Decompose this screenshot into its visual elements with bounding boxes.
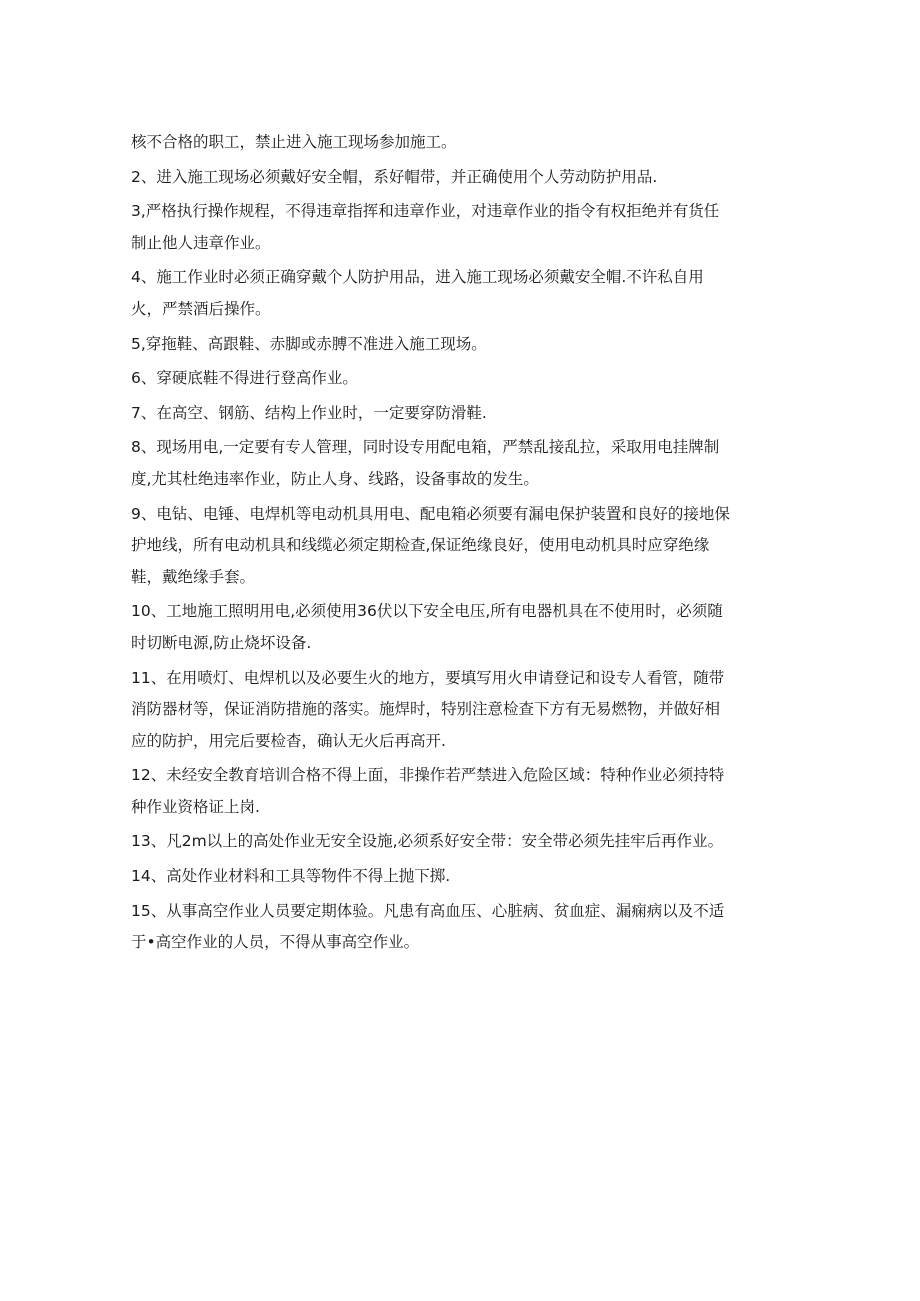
paragraph-line: 5,穿拖鞋、高跟鞋、赤脚或赤膊不准进入施工现场。 xyxy=(131,334,487,353)
paragraph-line: 8、现场用电,一定要有专人管理，同时设专用配电箱，严禁乱接乱拉，采取用电挂牌制 xyxy=(131,438,720,457)
paragraph-line: 7、在高空、钢筋、结构上作业时，一定要穿防滑鞋. xyxy=(131,403,487,422)
paragraph-8 xyxy=(131,432,780,495)
paragraph-line: 制止他人违章作业。 xyxy=(131,233,271,252)
paragraph-line: 4、施工作业时必须正确穿戴个人防护用品，进入施工现场必须戴安全帽.不许私自用 xyxy=(131,268,704,287)
paragraph-3 xyxy=(131,196,780,259)
paragraph-12 xyxy=(131,760,780,823)
paragraph-line: 核不合格的职工，禁止进入施工现场参加施工。 xyxy=(131,133,457,151)
paragraph-line: 9、电钻、电锤、电焊机等电动机具用电、配电箱必须要有漏电保护装置和良好的接地保 xyxy=(131,504,730,523)
paragraph-line: 14、高处作业材料和工具等物件不得上抛下掷. xyxy=(131,867,451,886)
paragraph-6 xyxy=(131,363,780,395)
paragraph-15 xyxy=(131,896,780,959)
paragraph-4 xyxy=(131,262,780,325)
paragraph-2 xyxy=(131,162,780,194)
paragraph-line: 种作业资格证上岗. xyxy=(131,797,260,816)
paragraph-line: 鞋，戴绝缘手套。 xyxy=(131,567,256,586)
paragraph-line: 3,严格执行操作规程，不得违章指挥和违章作业，对违章作业的指令有权拒绝并有货任 xyxy=(131,202,720,221)
paragraph-line: 10、工地施工照明用电,必须使用36伏以下安全电压,所有电器机具在不使用时，必须随 xyxy=(131,602,723,621)
paragraph-10 xyxy=(131,596,780,659)
paragraph-line: 6、穿硬底鞋不得进行登高作业。 xyxy=(131,369,358,388)
paragraph-line: 12、未经安全教育培训合格不得上面，非操作若严禁进入危险区域：特种作业必须持特 xyxy=(131,766,725,785)
paragraph-line: 2、进入施工现场必须戴好安全帽，系好帽带，并正确使用个人劳动防护用品. xyxy=(131,167,658,186)
paragraph-line: 消防器材等，保证消防措施的落实。施焊时，特别注意检查下方有无易燃物，并做好相 xyxy=(131,700,721,719)
paragraph-line: 应的防护，用完后要检杳，确认无火后再高开. xyxy=(131,731,446,750)
paragraph-14 xyxy=(131,861,780,893)
paragraph-5 xyxy=(131,329,780,361)
paragraph-11 xyxy=(131,663,780,758)
paragraph-line: 护地线，所有电动机具和线缆必须定期检查,保证绝缘良好，使用电动机具时应穿绝缘 xyxy=(131,536,710,555)
paragraph-line: 度,尤其杜绝违率作业，防止人身、线路，设备事故的发生。 xyxy=(131,469,539,488)
paragraph-line: 时切断电源,防止烧坏设备. xyxy=(131,633,312,652)
paragraph-1 xyxy=(131,127,780,159)
paragraph-line: 11、在用喷灯、电焊机以及必要生火的地方，要填写用火申请登记和设专人看管，随带 xyxy=(131,668,725,687)
paragraph-line: 火，严禁酒后操作。 xyxy=(131,299,271,318)
paragraph-9 xyxy=(131,499,780,594)
paragraph-7 xyxy=(131,398,780,430)
document-body xyxy=(131,127,780,959)
paragraph-13 xyxy=(131,826,780,858)
paragraph-line: 13、凡2m以上的高处作业无安全设施,必须系好安全带：安全带必须先挂牢后再作业。 xyxy=(131,832,724,851)
paragraph-line: 15、从事高空作业人员要定期体验。凡患有高血压、心脏病、贫血症、漏痫病以及不适 xyxy=(131,901,725,920)
paragraph-line: 于•高空作业的人员，不得从事高空作业。 xyxy=(131,933,420,952)
